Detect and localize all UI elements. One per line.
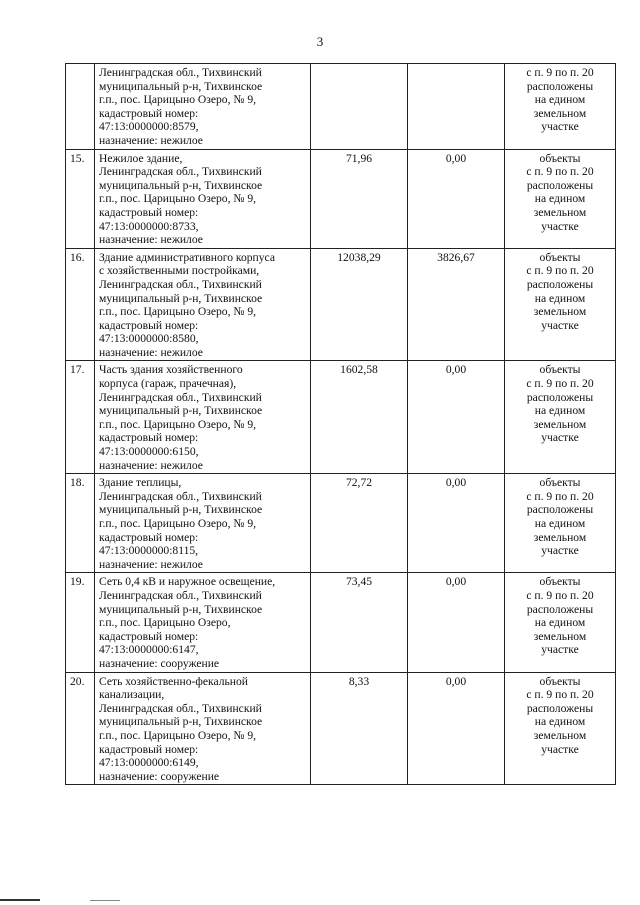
note-line: на едином [534,715,586,729]
note-line: с п. 9 по п. 20 [526,688,594,702]
note-line: участке [541,219,579,233]
object-description [95,672,311,785]
description-line: Сеть 0,4 кВ и наружное освещение, [99,575,276,589]
value-amount: 0,00 [408,149,505,248]
description-line: муниципальный р-н, Тихвинское [99,79,263,93]
table-row [66,672,616,785]
value-amount [408,64,505,150]
property-table [65,63,616,785]
object-description [95,474,311,573]
row-number: 15. [66,149,95,248]
note-line: расположены [526,178,594,192]
note-line: на едином [534,192,586,206]
description-line: Ленинградская обл., Тихвинский [99,701,262,715]
note-line: земельном [533,106,587,120]
description-line: Нежилое здание, [99,151,183,165]
description-line: с хозяйственными постройками, [99,264,260,278]
note-line: земельном [533,728,587,742]
description-line: 47:13:0000000:6149, [99,756,199,770]
row-number: 20. [66,672,95,785]
value-amount: 0,00 [408,672,505,785]
note-line: объекты [539,575,581,589]
description-line: назначение: нежилое [99,557,203,571]
row-number: 19. [66,573,95,672]
note-cell [505,64,616,150]
note-cell [505,149,616,248]
object-description [95,361,311,474]
value-amount: 0,00 [408,361,505,474]
note-cell [505,573,616,672]
value-amount: 0,00 [408,474,505,573]
note-line: объекты [539,674,581,688]
area-value: 12038,29 [311,248,408,361]
note-line: с п. 9 по п. 20 [526,588,594,602]
note-cell [505,474,616,573]
description-line: Ленинградская обл., Тихвинский [99,489,262,503]
area-value: 71,96 [311,149,408,248]
description-line: кадастровый номер: [99,629,199,643]
note-line: расположены [526,701,594,715]
description-line: муниципальный р-н, Тихвинское [99,602,263,616]
note-line: земельном [533,629,587,643]
note-line: объекты [539,476,581,490]
table-row [66,248,616,361]
note-line: на едином [534,517,586,530]
table-body [66,64,616,785]
description-line: кадастровый номер: [99,742,199,756]
description-line: муниципальный р-н, Тихвинское [99,178,263,192]
table-row [66,64,616,150]
description-line: муниципальный р-н, Тихвинское [99,715,263,729]
description-line: муниципальный р-н, Тихвинское [99,291,263,305]
area-value: 8,33 [311,672,408,785]
description-line: Ленинградская обл., Тихвинский [99,390,262,404]
note-line: на едином [534,404,586,418]
table-row [66,474,616,573]
description-line: г.п., пос. Царицыно Озеро, [99,616,231,630]
page-number: 3 [316,34,324,49]
note-line: участке [541,742,579,756]
note-line: объекты [539,250,581,264]
description-line: Ленинградская обл., Тихвинский [99,165,262,179]
note-line: на едином [534,616,586,630]
note-line: земельном [533,530,587,544]
description-line: 47:13:0000000:8733, [99,219,199,233]
description-line: канализации, [99,688,165,702]
note-cell [505,361,616,474]
object-description [95,573,311,672]
description-line: назначение: нежилое [99,458,203,472]
area-value [311,64,408,150]
row-number: 18. [66,474,95,573]
description-line: 47:13:0000000:6150, [99,445,199,459]
note-line: расположены [526,79,594,93]
area-value: 73,45 [311,573,408,672]
description-line: кадастровый номер: [99,318,199,332]
note-line: объекты [539,151,581,165]
note-line: расположены [526,277,594,291]
table-row [66,573,616,672]
note-line: расположены [526,390,594,404]
row-number: 17. [66,361,95,474]
description-line: 47:13:0000000:8115, [99,544,199,558]
note-line: с п. 9 по п. 20 [526,377,594,391]
note-line: с п. 9 по п. 20 [526,165,594,179]
description-line: назначение: нежилое [99,133,203,147]
description-line: Ленинградская обл., Тихвинский [99,277,262,291]
area-value: 1602,58 [311,361,408,474]
description-line: 47:13:0000000:6147, [99,643,199,657]
note-line: расположены [526,602,594,616]
footer-rule-secondary [90,900,120,901]
note-cell [505,672,616,785]
description-line: Сеть хозяйственно-фекальной [99,674,249,688]
description-line: назначение: нежилое [99,233,203,247]
note-line: земельном [533,417,587,431]
description-line: кадастровый номер: [99,106,199,120]
note-line: объекты [539,363,581,377]
description-line: 47:13:0000000:8580, [99,332,199,346]
note-line: земельном [533,305,587,319]
row-number: 16. [66,248,95,361]
description-line: корпуса (гараж, прачечная), [99,377,237,391]
description-line: назначение: нежилое [99,345,203,359]
description-line: Ленинградская обл., Тихвинский [99,588,262,602]
description-line: г.п., пос. Царицыно Озеро, № 9, [99,517,257,530]
description-line: назначение: сооружение [99,656,220,670]
description-line: кадастровый номер: [99,431,199,445]
note-line: с п. 9 по п. 20 [526,489,594,503]
value-amount: 0,00 [408,573,505,672]
note-line: с п. 9 по п. 20 [526,264,594,278]
description-line: муниципальный р-н, Тихвинское [99,503,263,517]
note-line: расположены [526,503,594,517]
value-amount: 3826,67 [408,248,505,361]
description-line: кадастровый номер: [99,205,199,219]
description-line: Ленинградская обл., Тихвинский [99,66,262,79]
description-line: г.п., пос. Царицыно Озеро, № 9, [99,417,257,431]
object-description [95,149,311,248]
table-row [66,361,616,474]
note-line: участке [541,643,579,657]
description-line: Здание теплицы, [99,476,182,490]
object-description [95,64,311,150]
note-line: участке [541,120,579,134]
note-line: участке [541,544,579,558]
description-line: Здание административного корпуса [99,250,275,264]
note-line: участке [541,431,579,445]
description-line: г.п., пос. Царицыно Озеро, № 9, [99,728,257,742]
description-line: муниципальный р-н, Тихвинское [99,404,263,418]
note-line: участке [541,318,579,332]
description-line: г.п., пос. Царицыно Озеро, № 9, [99,305,257,319]
description-line: Часть здания хозяйственного [99,363,243,377]
description-line: кадастровый номер: [99,530,199,544]
object-description [95,248,311,361]
note-line: на едином [534,291,586,305]
note-cell [505,248,616,361]
footer-rule [0,899,40,901]
description-line: г.п., пос. Царицыно Озеро, № 9, [99,93,257,107]
note-line: на едином [534,93,586,107]
row-number [66,64,95,150]
description-line: г.п., пос. Царицыно Озеро, № 9, [99,192,257,206]
table-row [66,149,616,248]
note-line: с п. 9 по п. 20 [526,66,594,79]
description-line: назначение: сооружение [99,769,220,783]
note-line: земельном [533,205,587,219]
description-line: 47:13:0000000:8579, [99,120,199,134]
area-value: 72,72 [311,474,408,573]
